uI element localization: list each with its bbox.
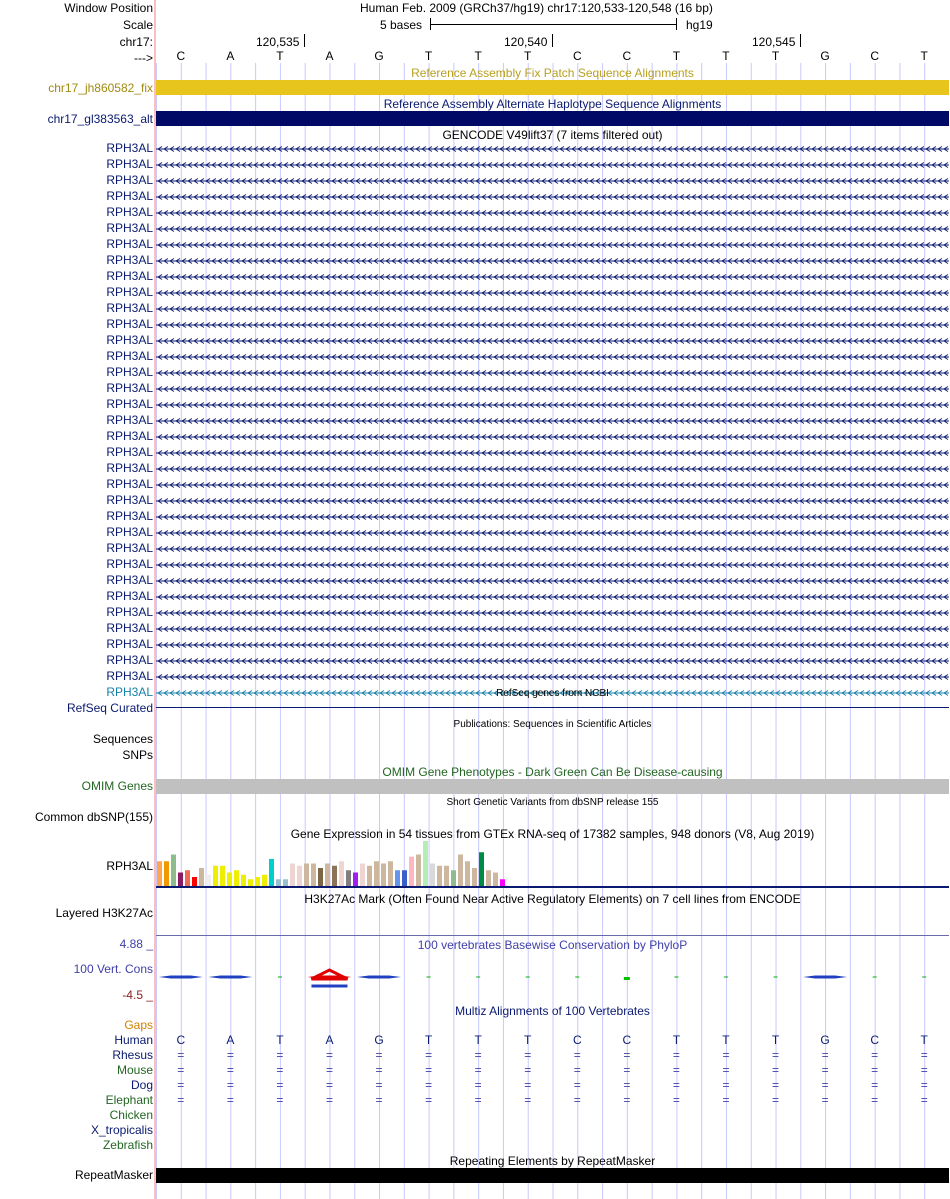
base-letter: G [374,49,384,63]
coord-tick-1 [304,34,305,47]
multiz-match-symbol: = [920,1093,928,1107]
base-letter: C [176,49,186,63]
window-position-value: Human Feb. 2009 (GRCh37/hg19) chr17:120,533-120,548 (16 bp) [360,1,713,15]
multiz-match-symbol: = [871,1063,879,1077]
multiz-match-symbol: = [325,1048,333,1062]
gtex-tissue-bar [437,866,442,886]
multiz-match-symbol: = [672,1063,680,1077]
multiz-match-symbol: = [276,1093,284,1107]
multiz-match-symbol: = [177,1063,185,1077]
gtex-tissue-bar [395,870,400,886]
gencode-transcript-label[interactable]: RPH3AL [106,317,153,331]
phylop-mark [803,976,847,979]
publications-sequences-label[interactable]: Sequences [92,732,153,746]
base-letter: T [672,49,681,63]
gtex-tissue-bar [206,875,211,886]
multiz-match-symbol: = [772,1093,780,1107]
multiz-human-base: T [474,1033,482,1047]
multiz-match-symbol: = [722,1078,730,1092]
multiz-match-symbol: = [474,1093,482,1107]
fix-patch-title: Reference Assembly Fix Patch Sequence Alignments [411,66,694,80]
multiz-match-symbol: = [722,1063,730,1077]
gencode-title: GENCODE V49lift37 (7 items filtered out) [442,128,663,142]
gencode-transcript-label[interactable]: RPH3AL [106,685,153,699]
gtex-tissue-bar [493,873,498,887]
gtex-tissue-bar [360,864,365,887]
multiz-human-base: A [325,1033,334,1047]
gtex-tissue-bar [227,873,232,887]
multiz-match-symbol: = [524,1048,532,1062]
multiz-match-symbol: = [375,1063,383,1077]
multiz-match-symbol: = [623,1048,631,1062]
multiz-gaps-label[interactable]: Gaps [124,1018,153,1032]
multiz-match-symbol: = [573,1093,581,1107]
base-letter: T [920,49,928,63]
multiz-match-symbol: = [226,1078,234,1092]
gtex-tissue-bar [157,861,162,886]
multiz-human-base: T [424,1033,433,1047]
multiz-match-symbol: = [722,1048,730,1062]
multiz-match-symbol: = [524,1078,532,1092]
gencode-transcript-label[interactable]: RPH3AL [106,525,153,539]
gencode-transcript-label[interactable]: RPH3AL [106,189,153,203]
gencode-transcript-label[interactable]: RPH3AL [106,381,153,395]
multiz-match-symbol: = [425,1093,433,1107]
multiz-match-symbol: = [524,1063,532,1077]
multiz-match-symbol: = [573,1063,581,1077]
multiz-human-base: T [771,1033,780,1047]
multiz-match-symbol: = [920,1048,928,1062]
multiz-match-symbol: = [772,1048,780,1062]
base-letter: T [276,49,284,63]
refseq-title: RefSeq genes from NCBI [496,688,609,699]
gencode-transcript-label[interactable]: RPH3AL [106,349,153,363]
multiz-species-label[interactable]: Mouse [116,1063,153,1077]
gtex-tissue-bar [241,875,246,886]
gtex-tissue-bar [318,868,323,886]
multiz-match-symbol: = [672,1078,680,1092]
phylop-min: -4.5 _ [122,988,153,1002]
gtex-tissue-bar [479,852,484,886]
multiz-species-label[interactable]: Human [114,1033,153,1047]
gencode-transcript-label[interactable]: RPH3AL [106,509,153,523]
multiz-match-symbol: = [573,1048,581,1062]
base-letter: A [226,49,235,63]
gtex-tissue-bar [388,861,393,886]
phylop-wiggle[interactable] [156,962,949,992]
base-letter: G [820,49,830,63]
gtex-tissue-bar [451,870,456,886]
scale-label: Scale [122,18,153,32]
alt-haplo-bar[interactable] [156,111,949,126]
gtex-baseline [156,886,949,888]
repeatmasker-title: Repeating Elements by RepeatMasker [449,1154,656,1168]
gtex-tissue-bar [220,866,225,886]
base-letter: T [722,49,730,63]
gtex-tissue-bar [304,864,309,887]
gencode-transcript-label[interactable]: RPH3AL [106,253,153,267]
gencode-transcript-label[interactable]: RPH3AL [106,445,153,459]
dbsnp-title: Short Genetic Variants from dbSNP release 155 [446,797,659,808]
gtex-tissue-bar [500,879,505,886]
omim-bar[interactable] [156,779,949,794]
multiz-match-symbol: = [524,1093,532,1107]
gtex-tissue-bar [346,870,351,886]
gtex-tissue-bar [332,866,337,886]
fix-patch-bar[interactable] [156,80,949,95]
multiz-match-symbol: = [226,1063,234,1077]
multiz-species-label[interactable]: Dog [130,1078,153,1092]
h3k27ac-title: H3K27Ac Mark (Often Found Near Active Regulatory Elements) on 7 cell lines from ENCODE [304,892,801,906]
gencode-transcript-label[interactable]: RPH3AL [106,621,153,635]
gencode-transcript-label[interactable]: RPH3AL [106,461,153,475]
gencode-transcript-label[interactable]: RPH3AL [106,605,153,619]
gencode-transcript-label[interactable]: RPH3AL [106,573,153,587]
multiz-match-symbol: = [276,1078,284,1092]
gtex-tissue-bar [248,879,253,886]
coord-label-1: 120,535 [256,35,300,49]
multiz-match-symbol: = [474,1063,482,1077]
multiz-human-base: G [374,1033,384,1047]
base-letter: T [771,49,780,63]
multiz-match-symbol: = [672,1093,680,1107]
h3k27ac-label[interactable]: Layered H3K27Ac [55,906,153,920]
gtex-tissue-bar [374,861,379,886]
phylop-mark [357,976,401,979]
gtex-tissue-bar [472,868,477,886]
coord-label-2: 120,540 [504,35,548,49]
gencode-transcript-label[interactable]: RPH3AL [106,429,153,443]
base-letter: A [325,49,334,63]
multiz-match-symbol: = [474,1078,482,1092]
gencode-transcript-label[interactable]: RPH3AL [106,365,153,379]
gtex-tissue-bar [234,870,239,886]
multiz-match-symbol: = [474,1048,482,1062]
gtex-tissue-bar [276,879,281,886]
base-letter: C [572,49,582,63]
gtex-tissue-bar [416,855,421,887]
phylop-mark [208,976,252,979]
multiz-match-symbol: = [325,1093,333,1107]
gtex-tissue-bar [178,873,183,887]
gtex-tissue-bar [283,879,288,886]
multiz-species-label[interactable]: Rhesus [112,1048,153,1062]
alt-haplo-label[interactable]: chr17_gl383563_alt [47,112,153,126]
gencode-transcript-label[interactable]: RPH3AL [106,637,153,651]
refseq-label[interactable]: RefSeq Curated [66,701,153,715]
gtex-tissue-bar [199,868,204,886]
gtex-tissue-bar [353,873,358,887]
gtex-tissue-bar [171,855,176,887]
phylop-max: 4.88 _ [119,937,153,951]
scale-bar-label: 5 bases [380,18,423,32]
multiz-match-symbol: = [871,1048,879,1062]
gtex-tissue-bar [311,864,316,887]
phylop-peak-mark [311,970,347,979]
multiz-human-base: T [524,1033,532,1047]
gencode-transcript-label[interactable]: RPH3AL [106,269,153,283]
h3k27ac-baseline [156,935,949,936]
gencode-transcript-label[interactable]: RPH3AL [106,173,153,187]
gencode-transcript-label[interactable]: RPH3AL [106,333,153,347]
repeatmasker-bar[interactable] [156,1168,949,1183]
phylop-mark [159,976,203,979]
gencode-transcript-label[interactable]: RPH3AL [106,237,153,251]
gencode-transcript-label[interactable]: RPH3AL [106,301,153,315]
multiz-match-symbol: = [177,1078,185,1092]
multiz-species-label[interactable]: Chicken [109,1108,153,1122]
gtex-tissue-bar [367,866,372,886]
multiz-match-symbol: = [871,1078,879,1092]
multiz-human-base: T [722,1033,730,1047]
gencode-transcript-label[interactable]: RPH3AL [106,285,153,299]
coord-label-3: 120,545 [752,35,796,49]
assembly-label: hg19 [686,18,713,32]
gencode-transcript-label[interactable]: RPH3AL [106,589,153,603]
alt-haplo-title: Reference Assembly Alternate Haplotype Sequence Alignments [383,97,722,111]
multiz-match-symbol: = [623,1078,631,1092]
omim-label[interactable]: OMIM Genes [81,779,153,793]
repeatmasker-label[interactable]: RepeatMasker [74,1168,153,1182]
strand-arrow-label: ---> [134,51,153,65]
gtex-tissue-bar [290,864,295,887]
gencode-transcript-label[interactable]: RPH3AL [106,205,153,219]
base-letter: T [474,49,482,63]
multiz-match-symbol: = [821,1078,829,1092]
gencode-transcript-label[interactable]: RPH3AL [106,493,153,507]
phylop-label[interactable]: 100 Vert. Cons [73,962,153,976]
multiz-match-symbol: = [325,1063,333,1077]
multiz-match-symbol: = [325,1078,333,1092]
dbsnp-label[interactable]: Common dbSNP(155) [34,810,153,824]
multiz-match-symbol: = [276,1048,284,1062]
publications-title: Publications: Sequences in Scientific Articles [453,719,652,730]
multiz-match-symbol: = [177,1048,185,1062]
multiz-match-symbol: = [177,1093,185,1107]
coord-tick-3 [800,34,801,47]
gtex-tissue-bar [192,877,197,886]
multiz-match-symbol: = [920,1078,928,1092]
base-letter: C [870,49,879,63]
gtex-label[interactable]: RPH3AL [106,859,153,873]
gtex-tissue-bar [402,870,407,886]
multiz-human-base: C [572,1033,582,1047]
gtex-tissue-bar [325,864,330,887]
multiz-match-symbol: = [920,1063,928,1077]
multiz-species-label[interactable]: Elephant [105,1093,153,1107]
gtex-tissue-bar [213,866,218,886]
base-letter: T [424,49,433,63]
gtex-tissue-bar [185,870,190,886]
gencode-transcript-label[interactable]: RPH3AL [106,221,153,235]
coord-tick-2 [552,34,553,47]
gencode-transcript-label[interactable]: RPH3AL [106,541,153,555]
multiz-match-symbol: = [623,1063,631,1077]
gtex-tissue-bar [465,861,470,886]
gencode-transcript-label[interactable]: RPH3AL [106,653,153,667]
multiz-human-base: T [276,1033,284,1047]
multiz-match-symbol: = [573,1078,581,1092]
base-sequence [156,49,949,63]
gtex-tissue-bar [444,866,449,886]
multiz-match-symbol: = [871,1093,879,1107]
gencode-transcript-label[interactable]: RPH3AL [106,157,153,171]
gtex-tissue-bar [430,864,435,887]
multiz-match-symbol: = [672,1048,680,1062]
multiz-human-base: C [622,1033,632,1047]
gtex-tissue-bar [255,877,260,886]
multiz-match-symbol: = [375,1078,383,1092]
window-position-label: Window Position [64,1,153,15]
gencode-transcript-label[interactable]: RPH3AL [106,413,153,427]
multiz-match-symbol: = [821,1048,829,1062]
phylop-mark [624,977,630,980]
gtex-tissue-bar [458,855,463,887]
fix-patch-label[interactable]: chr17_jh860582_fix [48,81,153,95]
multiz-match-symbol: = [375,1048,383,1062]
multiz-match-symbol: = [425,1063,433,1077]
multiz-match-symbol: = [375,1093,383,1107]
gtex-tissue-bar [297,866,302,886]
multiz-match-symbol: = [623,1093,631,1107]
gtex-tissue-bar [269,859,274,886]
gencode-transcript-label[interactable]: RPH3AL [106,557,153,571]
multiz-match-symbol: = [226,1093,234,1107]
gtex-bar-chart[interactable] [156,841,556,887]
multiz-match-symbol: = [821,1063,829,1077]
gtex-tissue-bar [339,861,344,886]
multiz-match-symbol: = [276,1063,284,1077]
multiz-match-symbol: = [226,1048,234,1062]
gencode-transcript-label[interactable]: RPH3AL [106,397,153,411]
multiz-species-label[interactable]: X_tropicalis [90,1123,153,1137]
scale-bar [430,18,677,30]
multiz-match-symbol: = [772,1078,780,1092]
multiz-match-symbol: = [425,1078,433,1092]
multiz-human-base: G [820,1033,830,1047]
refseq-line[interactable] [156,707,949,708]
multiz-match-symbol: = [722,1093,730,1107]
multiz-human-base: T [920,1033,928,1047]
gtex-tissue-bar [409,857,414,886]
gtex-tissue-bar [486,870,491,886]
phylop-title: 100 vertebrates Basewise Conservation by PhyloP [417,938,688,952]
chrom-label: chr17: [119,35,153,49]
multiz-human-base: C [176,1033,186,1047]
omim-title: OMIM Gene Phenotypes - Dark Green Can Be Disease-causing [382,765,723,779]
publications-snps-label[interactable]: SNPs [122,748,153,762]
multiz-human-base: C [870,1033,879,1047]
multiz-match-symbol: = [772,1063,780,1077]
multiz-match-symbol: = [425,1048,433,1062]
gencode-transcript-label[interactable]: RPH3AL [106,477,153,491]
gtex-tissue-bar [262,875,267,886]
multiz-human-base: A [226,1033,235,1047]
gtex-tissue-bar [381,864,386,887]
gtex-tissue-bar [164,861,169,886]
multiz-title: Multiz Alignments of 100 Vertebrates [455,1004,650,1018]
multiz-match-symbol: = [821,1093,829,1107]
multiz-human-base: T [672,1033,681,1047]
base-letter: T [524,49,532,63]
gencode-transcript-label[interactable]: RPH3AL [106,669,153,683]
base-letter: C [622,49,632,63]
gtex-title: Gene Expression in 54 tissues from GTEx RNA-seq of 17382 samples, 948 donors (V8, Aug 2019) [290,827,815,841]
gencode-transcript-label[interactable]: RPH3AL [106,141,153,155]
multiz-species-label[interactable]: Zebrafish [102,1138,153,1152]
gtex-tissue-bar [423,841,428,886]
